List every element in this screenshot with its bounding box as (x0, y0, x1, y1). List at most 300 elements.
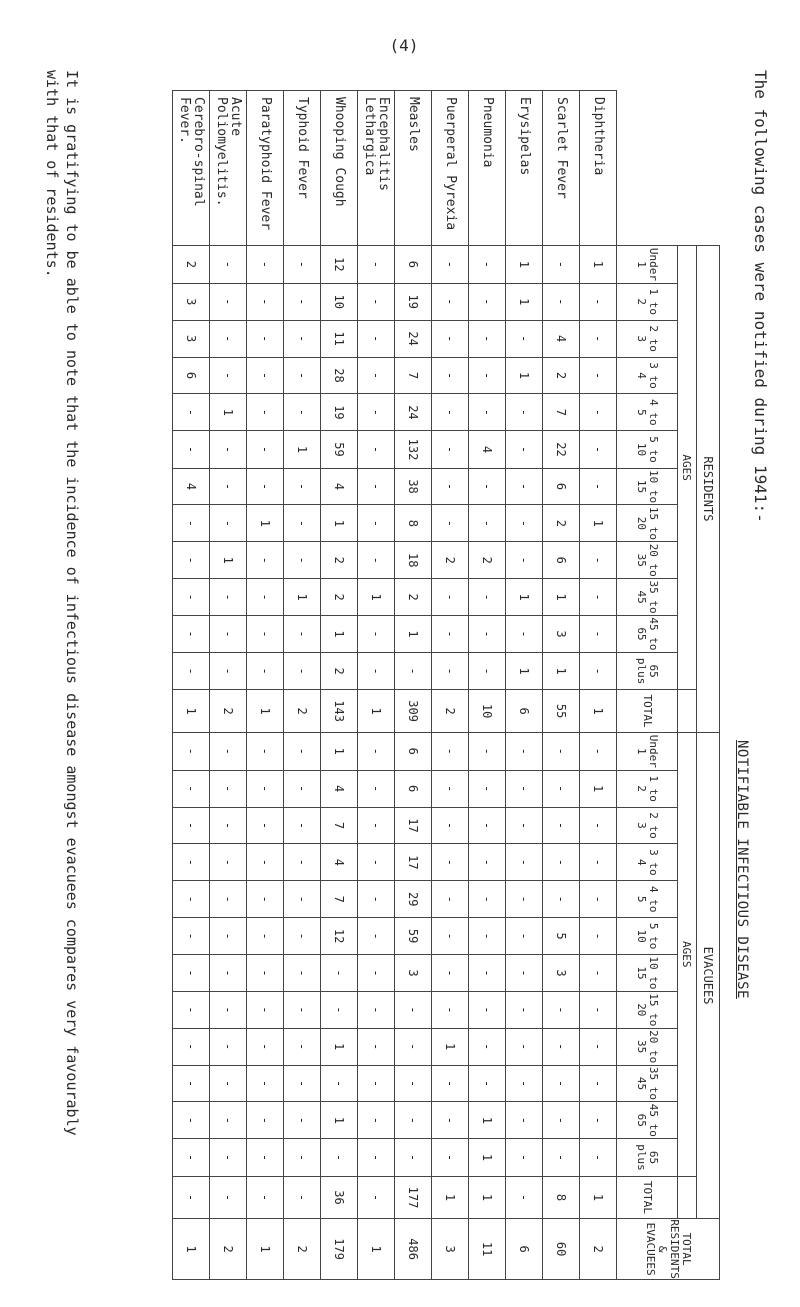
grand-total-cell: 2 (580, 1219, 617, 1280)
residents-cell: - (210, 357, 247, 394)
residents-cell: - (358, 542, 395, 579)
residents-cell: - (432, 579, 469, 616)
footer-line-2: with that of residents. (43, 70, 61, 278)
residents-cell: - (506, 320, 543, 357)
evacuees-cell: - (506, 732, 543, 770)
evacuees-cell: - (432, 770, 469, 807)
evacuees-cell: - (173, 1065, 210, 1102)
residents-cell: 4 (469, 431, 506, 468)
residents-cell: - (284, 283, 321, 320)
evacuees-ages-header: AGES (678, 732, 697, 1176)
residents-col-header: 2 to 3 (617, 320, 678, 357)
residents-cell: 38 (395, 468, 432, 505)
evacuees-cell: - (432, 1102, 469, 1139)
evacuees-cell: - (284, 1102, 321, 1139)
disease-name: Encephalitis Lethargica (358, 91, 395, 246)
evacuees-cell: 1 (432, 1028, 469, 1065)
evacuees-cell: - (358, 918, 395, 955)
evacuees-cell: - (247, 1176, 284, 1219)
residents-cell: 1 (395, 616, 432, 653)
residents-cell: 1 (543, 652, 580, 689)
evacuees-cell: - (284, 1028, 321, 1065)
disease-header-blank (617, 91, 720, 246)
residents-cell: - (210, 505, 247, 542)
evacuees-cell: 3 (543, 955, 580, 992)
residents-cell: 1 (543, 579, 580, 616)
evacuees-col-header: 10 to 15 (617, 955, 678, 992)
residents-col-header: 35 to 45 (617, 579, 678, 616)
evacuees-cell: - (543, 1065, 580, 1102)
evacuees-cell: - (284, 881, 321, 918)
residents-cell: - (506, 468, 543, 505)
disease-name: Puerperal Pyrexia (432, 91, 469, 246)
evacuees-cell: - (210, 1139, 247, 1176)
residents-cell: 6 (543, 542, 580, 579)
residents-cell: - (432, 616, 469, 653)
residents-total-spacer (678, 690, 697, 733)
residents-cell: - (506, 616, 543, 653)
residents-cell: - (469, 616, 506, 653)
evacuees-col-header: TOTAL (617, 1176, 678, 1219)
evacuees-cell: - (210, 807, 247, 844)
disease-name: Cerebro-spinal Fever. (173, 91, 210, 246)
residents-cell: 2 (173, 246, 210, 284)
residents-cell: - (247, 320, 284, 357)
residents-cell: 2 (321, 542, 358, 579)
residents-cell: 132 (395, 431, 432, 468)
evacuees-cell: - (284, 1065, 321, 1102)
residents-col-header: 5 to 10 (617, 431, 678, 468)
residents-cell: - (469, 505, 506, 542)
intro-text: The following cases were notified during 1941:- (751, 70, 770, 523)
residents-cell: - (358, 320, 395, 357)
residents-cell: - (358, 505, 395, 542)
residents-cell: - (580, 542, 617, 579)
residents-cell: - (358, 652, 395, 689)
evacuees-cell: - (358, 844, 395, 881)
evacuees-cell: - (580, 732, 617, 770)
residents-cell: 3 (173, 283, 210, 320)
evacuees-cell: - (284, 844, 321, 881)
residents-cell: - (432, 431, 469, 468)
disease-name: Paratyphoid Fever (247, 91, 284, 246)
evacuees-col-header: 20 to 35 (617, 1028, 678, 1065)
residents-cell: 2 (432, 542, 469, 579)
residents-cell: - (432, 468, 469, 505)
residents-cell: 1 (247, 690, 284, 733)
residents-cell: 2 (284, 690, 321, 733)
residents-cell: - (247, 652, 284, 689)
evacuees-col-header: 3 to 4 (617, 844, 678, 881)
disease-name: Measles (395, 91, 432, 246)
table-row (247, 91, 284, 1280)
evacuees-cell: 1 (432, 1176, 469, 1219)
residents-cell: - (284, 542, 321, 579)
residents-cell: 2 (210, 690, 247, 733)
residents-cell: - (432, 357, 469, 394)
evacuees-cell: - (469, 1065, 506, 1102)
rotated-page-content (30, 40, 770, 1280)
evacuees-col-header: 4 to 5 (617, 881, 678, 918)
residents-cell: 1 (321, 616, 358, 653)
residents-cell: - (210, 320, 247, 357)
residents-cell: - (247, 283, 284, 320)
residents-cell: 12 (321, 246, 358, 284)
evacuees-cell: - (506, 991, 543, 1028)
evacuees-cell: 1 (321, 1102, 358, 1139)
evacuees-col-header: 45 to 65 (617, 1102, 678, 1139)
disease-name: Diphtheria (580, 91, 617, 246)
evacuees-cell: - (543, 1028, 580, 1065)
evacuees-cell: - (469, 732, 506, 770)
residents-cell: - (284, 246, 321, 284)
residents-cell: - (247, 357, 284, 394)
evacuees-cell: - (358, 1028, 395, 1065)
disease-name: Acute Poliomyelitis. (210, 91, 247, 246)
residents-cell: 7 (395, 357, 432, 394)
grand-total-cell: 6 (506, 1219, 543, 1280)
grand-total-cell: 1 (173, 1219, 210, 1280)
evacuees-cell: - (543, 732, 580, 770)
evacuees-cell: - (506, 881, 543, 918)
evacuees-cell: - (506, 1028, 543, 1065)
residents-cell: 4 (321, 468, 358, 505)
residents-cell: - (580, 616, 617, 653)
residents-cell: - (358, 283, 395, 320)
residents-cell: - (395, 652, 432, 689)
evacuees-col-header: Under 1 (617, 732, 678, 770)
page-number: (4) (389, 36, 419, 55)
evacuees-cell: - (506, 1102, 543, 1139)
evacuees-cell: 6 (395, 732, 432, 770)
residents-cell: - (173, 431, 210, 468)
residents-cell: 1 (506, 246, 543, 284)
evacuees-cell: - (284, 1139, 321, 1176)
evacuees-col-header: 5 to 10 (617, 918, 678, 955)
evacuees-cell: 5 (543, 918, 580, 955)
evacuees-cell: - (580, 918, 617, 955)
residents-cell: - (210, 652, 247, 689)
residents-cell: 2 (321, 579, 358, 616)
evacuees-cell: - (284, 991, 321, 1028)
evacuees-cell: - (543, 881, 580, 918)
residents-cell: - (284, 394, 321, 431)
evacuees-cell: 1 (469, 1139, 506, 1176)
residents-cell: - (173, 616, 210, 653)
evacuees-cell: - (506, 1139, 543, 1176)
residents-cell: 59 (321, 431, 358, 468)
residents-cell: 1 (506, 652, 543, 689)
evacuees-cell: - (432, 732, 469, 770)
residents-cell: - (432, 505, 469, 542)
evacuees-cell: 1 (469, 1102, 506, 1139)
residents-cell: - (247, 579, 284, 616)
residents-cell: 1 (321, 505, 358, 542)
evacuees-cell: - (358, 1139, 395, 1176)
evacuees-cell: - (247, 1028, 284, 1065)
disease-name: Typhoid Fever (284, 91, 321, 246)
residents-cell: 1 (210, 542, 247, 579)
residents-cell: 1 (210, 394, 247, 431)
evacuees-cell: - (543, 770, 580, 807)
evacuees-cell: - (247, 881, 284, 918)
residents-cell: 2 (395, 579, 432, 616)
evacuees-cell: - (580, 844, 617, 881)
evacuees-cell: 59 (395, 918, 432, 955)
evacuees-cell: - (210, 1102, 247, 1139)
residents-cell: 1 (247, 505, 284, 542)
cases-table (172, 90, 720, 1280)
residents-cell: - (247, 468, 284, 505)
evacuees-cell: - (580, 1102, 617, 1139)
evacuees-cell: - (432, 807, 469, 844)
residents-cell: - (432, 283, 469, 320)
residents-cell: - (284, 320, 321, 357)
evacuees-cell: - (173, 881, 210, 918)
evacuees-cell: - (469, 1028, 506, 1065)
evacuees-col-header: 2 to 3 (617, 807, 678, 844)
residents-cell: 1 (506, 283, 543, 320)
evacuees-cell: 1 (580, 1176, 617, 1219)
residents-cell: 24 (395, 394, 432, 431)
residents-cell: 143 (321, 690, 358, 733)
residents-cell: 28 (321, 357, 358, 394)
residents-cell: 1 (506, 579, 543, 616)
grand-total-cell: 1 (247, 1219, 284, 1280)
residents-cell: 19 (321, 394, 358, 431)
evacuees-cell: - (395, 1102, 432, 1139)
residents-cell: 1 (358, 690, 395, 733)
residents-cell: - (358, 246, 395, 284)
group-header-row (697, 91, 720, 1280)
residents-cell: 7 (543, 394, 580, 431)
residents-cell: 2 (543, 505, 580, 542)
evacuees-cell: - (543, 807, 580, 844)
evacuees-cell: 177 (395, 1176, 432, 1219)
evacuees-cell: - (284, 732, 321, 770)
evacuees-cell: - (358, 770, 395, 807)
evacuees-cell: - (247, 1065, 284, 1102)
evacuees-cell: 7 (321, 881, 358, 918)
evacuees-cell: - (395, 1028, 432, 1065)
residents-cell: 309 (395, 690, 432, 733)
table-row (395, 91, 432, 1280)
evacuees-cell: - (173, 1028, 210, 1065)
residents-col-header: 20 to 35 (617, 542, 678, 579)
evacuees-col-header: 1 to 2 (617, 770, 678, 807)
evacuees-cell: 12 (321, 918, 358, 955)
residents-cell: - (358, 357, 395, 394)
residents-cell: - (284, 616, 321, 653)
residents-cell: 18 (395, 542, 432, 579)
residents-cell: 24 (395, 320, 432, 357)
residents-cell: - (543, 246, 580, 284)
residents-cell: - (358, 394, 395, 431)
evacuees-cell: - (543, 844, 580, 881)
grand-total-header: TOTAL RESIDENTS & EVACUEES (617, 1219, 720, 1280)
residents-cell: - (432, 652, 469, 689)
evacuees-cell: - (506, 770, 543, 807)
evacuees-cell: - (543, 1139, 580, 1176)
residents-cell: 55 (543, 690, 580, 733)
evacuees-cell: - (543, 1102, 580, 1139)
evacuees-cell: 1 (580, 770, 617, 807)
evacuees-cell: - (432, 918, 469, 955)
residents-cell: - (358, 468, 395, 505)
residents-cell: 6 (543, 468, 580, 505)
residents-col-header: 15 to 20 (617, 505, 678, 542)
evacuees-cell: - (247, 732, 284, 770)
residents-cell: - (580, 394, 617, 431)
residents-cell: - (506, 431, 543, 468)
residents-cell: - (506, 505, 543, 542)
evacuees-cell: 4 (321, 844, 358, 881)
evacuees-cell: - (506, 1065, 543, 1102)
residents-cell: - (469, 394, 506, 431)
residents-cell: 1 (580, 246, 617, 284)
residents-cell: 1 (284, 579, 321, 616)
evacuees-cell: - (432, 991, 469, 1028)
evacuees-cell: - (580, 1028, 617, 1065)
evacuees-cell: - (284, 807, 321, 844)
residents-col-header: 10 to 15 (617, 468, 678, 505)
evacuees-cell: - (284, 1176, 321, 1219)
evacuees-cell: 1 (321, 1028, 358, 1065)
table-body (173, 91, 617, 1280)
evacuees-cell: - (432, 955, 469, 992)
evacuees-cell: - (580, 991, 617, 1028)
evacuees-cell: 8 (543, 1176, 580, 1219)
evacuees-cell: - (247, 955, 284, 992)
residents-cell: 2 (543, 357, 580, 394)
residents-cell: - (358, 431, 395, 468)
grand-total-cell: 486 (395, 1219, 432, 1280)
evacuees-cell: - (358, 881, 395, 918)
evacuees-cell: - (173, 991, 210, 1028)
residents-cell: - (173, 505, 210, 542)
evacuees-cell: - (358, 1065, 395, 1102)
residents-cell: 1 (358, 579, 395, 616)
residents-col-header: 65 plus (617, 652, 678, 689)
residents-cell: - (469, 320, 506, 357)
evacuees-cell: - (284, 770, 321, 807)
residents-col-header: 3 to 4 (617, 357, 678, 394)
evacuees-cell: - (432, 1065, 469, 1102)
residents-cell: - (469, 468, 506, 505)
evacuees-cell: - (321, 1065, 358, 1102)
residents-cell: - (580, 579, 617, 616)
residents-cell: - (173, 579, 210, 616)
evacuees-cell: - (284, 955, 321, 992)
table-title: NOTIFIABLE INFECTIOUS DISEASE (734, 740, 750, 999)
evacuees-cell: - (247, 918, 284, 955)
residents-cell: - (247, 394, 284, 431)
evacuees-cell: - (580, 807, 617, 844)
evacuees-col-header: 65 plus (617, 1139, 678, 1176)
residents-ages-header: AGES (678, 246, 697, 690)
residents-cell: - (469, 652, 506, 689)
grand-total-cell: 60 (543, 1219, 580, 1280)
residents-cell: - (210, 579, 247, 616)
table-row (173, 91, 210, 1280)
residents-cell: - (580, 468, 617, 505)
grand-total-cell: 3 (432, 1219, 469, 1280)
residents-cell: 4 (173, 468, 210, 505)
grand-total-cell: 11 (469, 1219, 506, 1280)
evacuees-cell: 1 (321, 732, 358, 770)
residents-col-header: 1 to 2 (617, 283, 678, 320)
table-row (432, 91, 469, 1280)
evacuees-cell: - (173, 1102, 210, 1139)
residents-cell: - (247, 542, 284, 579)
evacuees-header: EVACUEES (697, 732, 720, 1218)
evacuees-cell: - (358, 1102, 395, 1139)
residents-cell: 3 (543, 616, 580, 653)
residents-cell: 11 (321, 320, 358, 357)
residents-cell: 6 (395, 246, 432, 284)
residents-cell: - (284, 505, 321, 542)
residents-col-header: 4 to 5 (617, 394, 678, 431)
residents-col-header: 45 to 65 (617, 616, 678, 653)
evacuees-cell: 6 (395, 770, 432, 807)
evacuees-cell: - (173, 807, 210, 844)
evacuees-cell: - (395, 1065, 432, 1102)
evacuees-cell: - (210, 1176, 247, 1219)
evacuees-cell: - (543, 991, 580, 1028)
evacuees-cell: - (173, 732, 210, 770)
evacuees-cell: - (580, 1139, 617, 1176)
evacuees-cell: - (210, 844, 247, 881)
residents-cell: - (580, 431, 617, 468)
residents-cell: - (173, 394, 210, 431)
residents-cell: - (580, 357, 617, 394)
residents-cell: - (469, 246, 506, 284)
evacuees-cell: - (173, 1176, 210, 1219)
evacuees-cell: - (469, 844, 506, 881)
evacuees-cell: - (580, 955, 617, 992)
residents-cell: - (469, 357, 506, 394)
evacuees-cell: - (469, 991, 506, 1028)
evacuees-cell: - (284, 918, 321, 955)
residents-cell: - (432, 320, 469, 357)
disease-name: Scarlet Fever (543, 91, 580, 246)
disease-name: Erysipelas (506, 91, 543, 246)
residents-cell: - (580, 283, 617, 320)
evacuees-cell: - (432, 881, 469, 918)
residents-cell: 1 (506, 357, 543, 394)
residents-cell: - (247, 246, 284, 284)
residents-cell: - (358, 616, 395, 653)
evacuees-cell: - (247, 844, 284, 881)
evacuees-cell: - (173, 918, 210, 955)
evacuees-col-header: 15 to 20 (617, 991, 678, 1028)
residents-cell: 10 (321, 283, 358, 320)
evacuees-cell: - (358, 732, 395, 770)
evacuees-cell: - (247, 770, 284, 807)
residents-cell: - (210, 283, 247, 320)
table-row (321, 91, 358, 1280)
grand-total-cell: 2 (210, 1219, 247, 1280)
grand-total-cell: 179 (321, 1219, 358, 1280)
evacuees-cell: - (210, 881, 247, 918)
residents-cell: - (506, 394, 543, 431)
residents-cell: 4 (543, 320, 580, 357)
footer-line-1: It is gratifying to be able to note that the incidence of infectious disease amongst evacuees compares very favourably (63, 70, 81, 1136)
evacuees-cell: - (506, 918, 543, 955)
residents-cell: - (432, 394, 469, 431)
residents-cell: - (543, 283, 580, 320)
residents-cell: 8 (395, 505, 432, 542)
